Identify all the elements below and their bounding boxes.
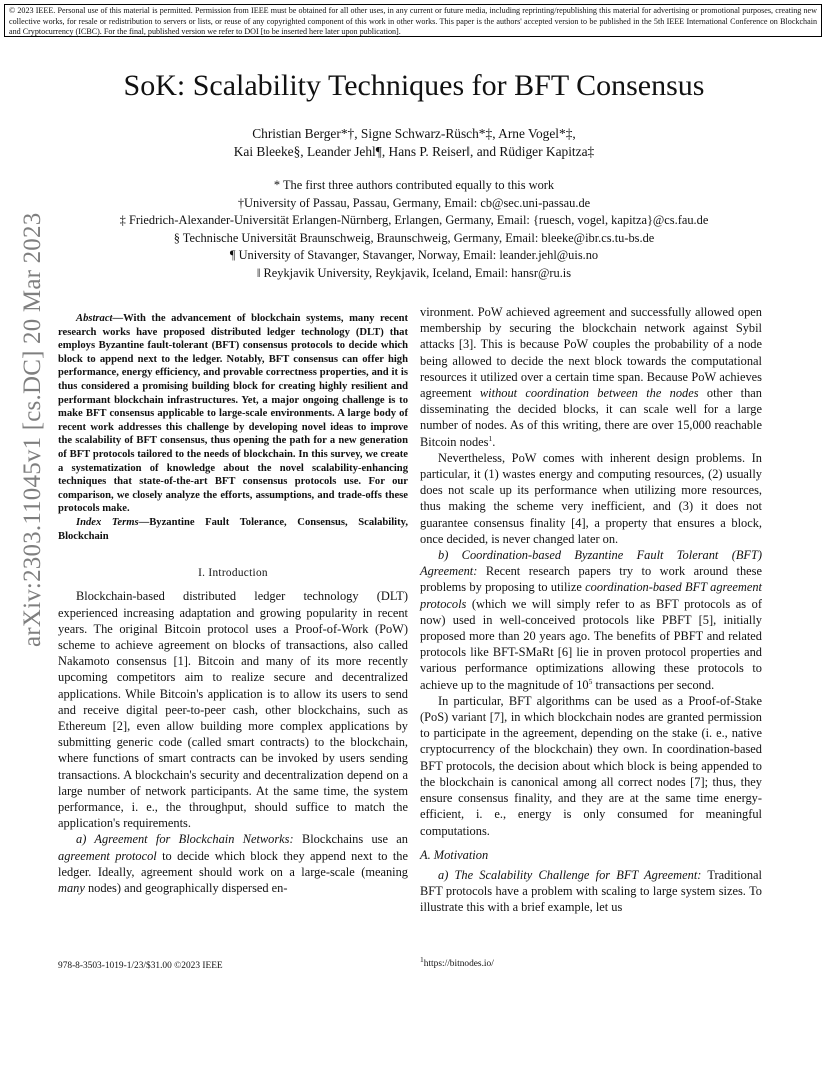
footnote-link[interactable]: https://bitnodes.io/ — [423, 959, 494, 969]
paragraph: Blockchain-based distributed ledger technology (DLT) experienced increasing adaptation and growing popularity in recent years. The original Bitcoin protocol uses a Proof-of-Work (PoW) scheme to achieve agreement on blocks of transactions, also called Nakamoto consensus [1]. Bitcoin and many of its more recently upcoming competitors aim to realize secure and decentralized applications. While Bitcoin's application is to allow its users to send and receive digital peer-to-peer cash, other blockchains, such as Ethereum [2], even allow building more complex applications by submitting generic code (called smart contracts) to the blockchain, where functions of smart contracts can be invoked by users sending transactions. A blockchain's security and decentralization depend on a large number of network participants. At the same time, the system performance, i. e., the throughput, should suffice to match the application's requirements. — [58, 589, 408, 831]
abstract — [58, 312, 408, 516]
footnote-mark: 1 — [488, 433, 493, 443]
paper-title: SoK: Scalability Techniques for BFT Consensus — [123, 69, 705, 102]
affiliation-list — [0, 177, 828, 282]
section-heading: I. Introduction — [198, 567, 268, 580]
affiliation-item: ‖ Reykjavik University, Reykjavik, Iceland, Email: hansr@ru.is — [256, 265, 572, 280]
isbn-footer: 978-8-3503-1019-1/23/$31.00 ©2023 IEEE — [58, 961, 223, 971]
paragraph: b) Coordination-based Byzantine Fault Tolerant (BFT) Agreement: Recent research papers try to work around these problems by proposing to utilize coordination-based BFT agreement protocols (which we will simply refer to as BFT protocols as of now) used in well-conceived protocols like PBFT [5], initially proposed more than 20 years ago. The benefits of PBFT and related protocols like BFT-SMaRt [6] lie in proven protocol properties and various performance optimizations allowing these protocols to achieve up to the magnitude of $10^5$ transactions per second. — [420, 548, 762, 692]
author-list — [0, 125, 828, 161]
paragraph-label: a) Agreement for Blockchain Networks: — [76, 832, 294, 847]
affiliation-item: †University of Passau, Passau, Germany, Email: cb@sec.uni-passau.de — [237, 195, 591, 210]
affiliation-item: ‡ Friedrich-Alexander-Universität Erlangen-Nürnberg, Erlangen, Germany, Email: {ruesch, vogel, kapitza}@cs.fau.de — [119, 213, 709, 227]
footnote-mark: 1 — [420, 954, 424, 964]
index-terms-text: —Byzantine Fault Tolerance, Consensus, Scalability, Blockchain — [58, 516, 408, 542]
affiliation-item: ¶ University of Stavanger, Stavanger, Norway, Email: leander.jehl@uis.no — [229, 248, 599, 262]
abstract-label: Abstract — [76, 313, 113, 324]
author-line-1: Christian Berger*†, Signe Schwarz-Rüsch*‡, Arne Vogel*‡, — [252, 126, 576, 141]
arxiv-sidebar — [18, 212, 48, 647]
paragraph-label: b) Coordination-based Byzantine Fault Tolerant (BFT) Agreement: — [420, 548, 762, 579]
right-column — [420, 304, 762, 916]
abstract-text: —With the advancement of blockchain systems, many recent research works have proposed distributed ledger technology (DLT) that employs Byzantine fault-tolerant (BFT) consensus protocols to decide which block to append next to the ledger. Notably, BFT consensus can offer high performance, energy efficiency, and provable correctness properties, and it is thus considered a promising building block for creating highly resilient and performant blockchain infrastructures. Yet, a major ongoing challenge is to make BFT consensus applicable to large-scale environments. A large body of recent work addresses this challenge by developing novel ideas to improve the scalability of BFT consensus, thus opening the path for a new generation of BFT protocols tailored to the needs of blockchain. In this survey, we create a systematization of knowledge about the novel scalability-enhancing techniques that state-of-the-art BFT consensus protocols use. For our comparison, we closely analyze the efforts, assumptions, and trade-offs these protocols make. — [58, 313, 408, 515]
copyright-notice: © 2023 IEEE. Personal use of this material is permitted. Permission from IEEE must be obtained for all other uses, in any current or future media, including reprinting/republishing this material for advertising or promotional purposes, creating new collective works, for resale or redistribution to servers or lists, or reuse of any copyrighted component of this work in other works. This paper is the authors' accepted version to be published in the 5th IEEE International Conference on Blockchain and Cryptocurrency (ICBC). For the final, published version we refer to DOI [to be inserted here later upon publication]. — [4, 4, 822, 37]
index-terms-label: Index Terms — [76, 516, 139, 528]
footnote — [420, 954, 494, 969]
paragraph: a) The Scalability Challenge for BFT Agreement: Traditional BFT protocols have a problem with scaling to large system sizes. To illustrate this with a brief example, let us — [420, 867, 762, 915]
left-column — [58, 312, 408, 896]
author-line-2: Kai Bleeke§, Leander Jehl¶, Hans P. Reiser‖, and Rüdiger Kapitza‡ — [233, 144, 595, 159]
paragraph: Nevertheless, PoW comes with inherent design problems. In particular, it (1) wastes energy and computing resources, (2) usually does not scale up its performance when utilizing more resources, thus making the scheme very inefficient, and (3) it does not guarantee consensus finality [4], a property that ensures a block, once decided, is never changed later on. — [420, 450, 762, 546]
affiliation-item: * The first three authors contributed equally to this work — [273, 178, 555, 192]
subsection-heading: A. Motivation — [420, 847, 489, 862]
paragraph: vironment. PoW achieved agreement and successfully allowed open membership by securing the blockchain network against Sybil attacks [3]. This is because PoW couples the probability of a node being allowed to decide the next block towards the computational resources it utilized over a certain time span. Because PoW achieves agreement without coordination between the nodes other than disseminating the decided blocks, it can scale well for a large number of nodes. As of this writing, there are over 15,000 reachable Bitcoin nodes$^1$. — [420, 305, 762, 449]
index-terms — [58, 516, 408, 543]
paragraph: In particular, BFT algorithms can be used as a Proof-of-Stake (PoS) variant [7], in which blockchain nodes are granted permission to participate in the agreement, depending on the stake (i. e., native cryptocurrency of the blockchain) they own. In coordination-based BFT protocols, the decision about which block is being appended to the blockchain is canonical among all correct nodes [7]; thus, they ensure consensus finality, and they are at the same time energy-efficient, i. e., energy is only consumed for meaningful computations. — [420, 693, 762, 838]
affiliation-item: § Technische Universität Braunschweig, Braunschweig, Germany, Email: bleeke@ibr.cs.tu-bs.de — [173, 230, 655, 245]
paragraph-label: a) The Scalability Challenge for BFT Agreement: — [438, 867, 702, 882]
paragraph: a) Agreement for Blockchain Networks: Blockchains use an agreement protocol to decide which block they append next to the ledger. Ideally, agreement should work on a large-scale (meaning many nodes) and geographically dispersed en- — [58, 832, 408, 895]
arxiv-id: arXiv:2303.11045v1 [cs.DC] 20 Mar 2023 — [19, 212, 46, 647]
